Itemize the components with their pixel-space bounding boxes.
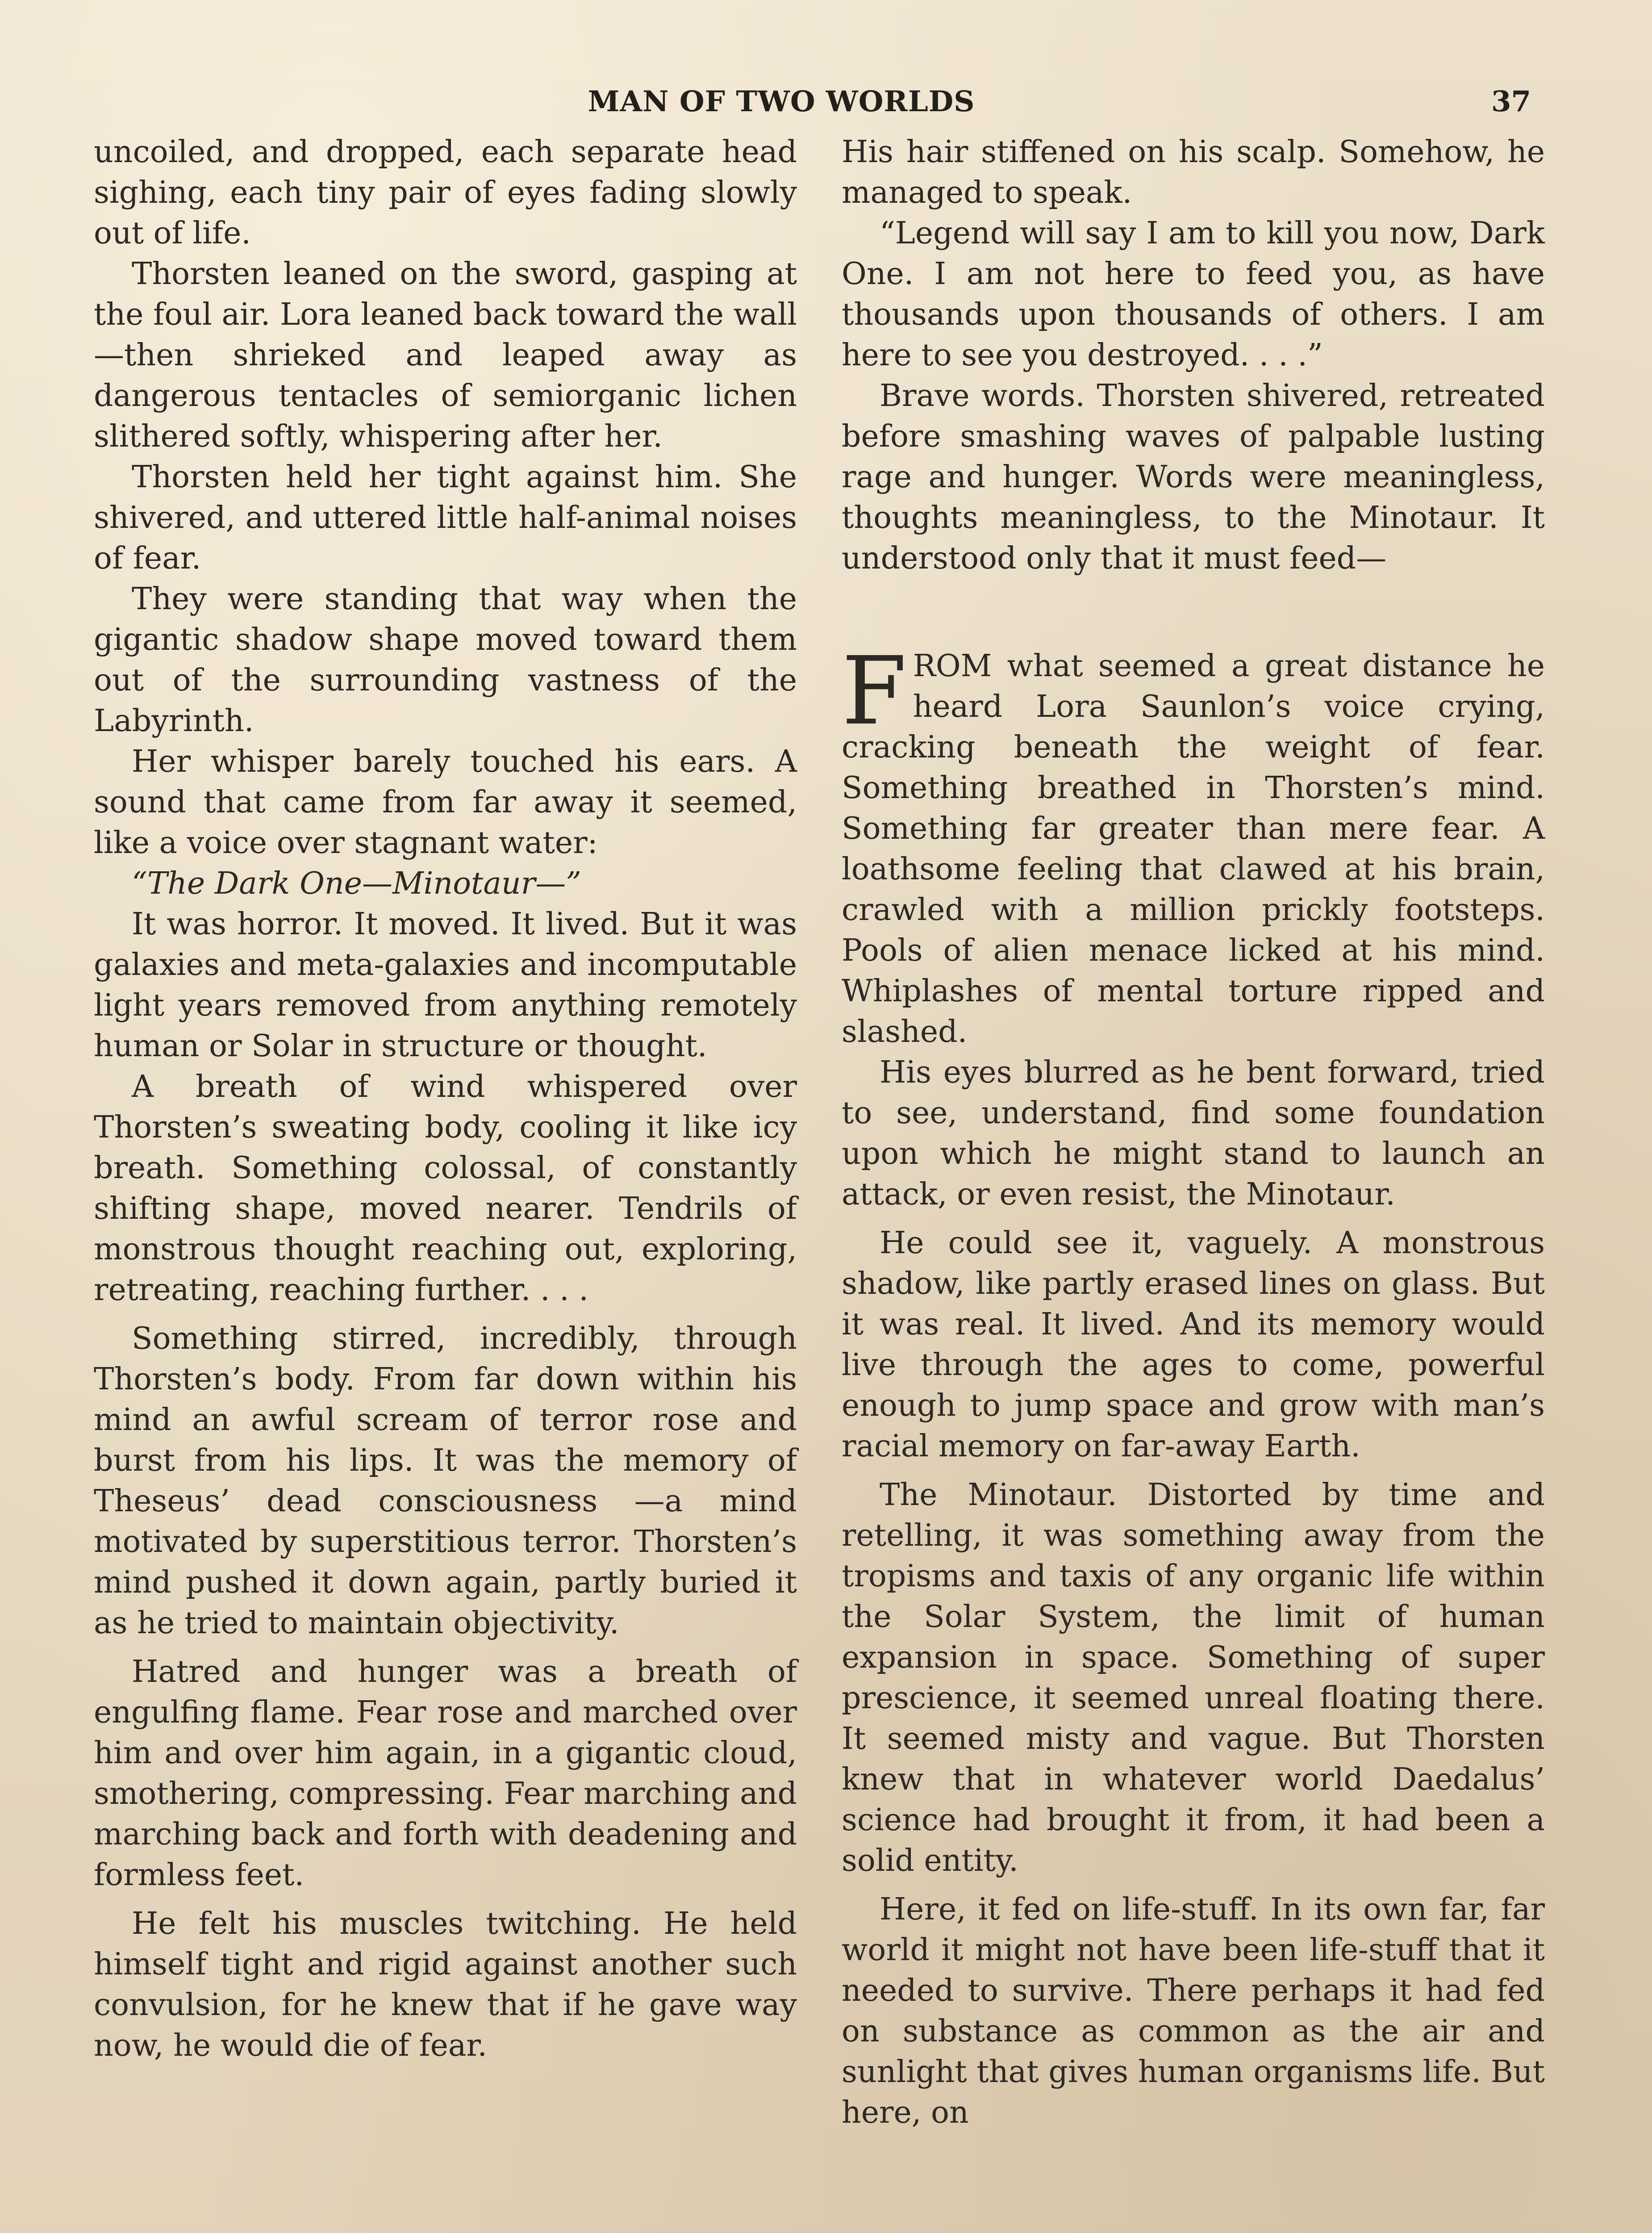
paragraph: Here, it fed on life-stuff. In its own far, far world it might not have been life-stuff that it needed to survive. There perhaps it had fed on substance as common as the air and sunlight that gives human organisms life. But here, on [842, 1892, 1545, 2130]
paragraph: “Legend will say I am to kill you now, Dark One. I am not here to feed you, as have thousands upon thousands of others. I am here to see you destroyed. . . .” [842, 216, 1545, 373]
paragraph: They were standing that way when the gigantic shadow shape moved toward them out of the surrounding vastness of the Labyrinth. [94, 581, 797, 739]
paragraph: His hair stiffened on his scalp. Somehow, he managed to speak. [842, 134, 1545, 210]
paragraph: It was horror. It moved. It lived. But it was galaxies and meta-galaxies and incomputable light years removed from anything remotely human or Solar in structure or thought. [94, 907, 797, 1064]
small-caps-lead: ROM [913, 648, 992, 684]
running-title: MAN OF TWO WORLDS [588, 85, 975, 118]
paragraph: uncoiled, and dropped, each separate head sighing, each tiny pair of eyes fading slowly out of life. [94, 134, 797, 251]
paragraph: Her whisper barely touched his ears. A sound that came from far away it seemed, like a voice over stagnant water: [94, 744, 797, 861]
paragraph: Thorsten held her tight against him. She shivered, and uttered little half-animal noises of fear. [94, 460, 797, 576]
paragraph: The Minotaur. Distorted by time and retelling, it was something away from the tropisms and taxis of any organic life within the Solar System, the limit of human expansion in space. Something of super prescience, it seemed unreal floating there. It seemed misty and vague. But Thorsten knew that in whatever world Daedalus’ science had brought it from, it had been a solid entity. [842, 1477, 1545, 1878]
paragraph: A breath of wind whispered over Thorsten’s sweating body, cooling it like icy breath. Something colossal, of constantly shifting shape, moved nearer. Tendrils of monstrous thought reaching out, exploring, retreating, reaching further. . . . [94, 1069, 797, 1308]
paragraph-text: what seemed a great distance he heard Lora Saunlon’s voice crying, cracking beneath the weight of fear. Something breathed in Thorsten’s mind. Something far greater than mere fear. A loathsome feeling that clawed at his brain, crawled with a million prickly footsteps. Pools of alien menace licked at his mind. Whiplashes of mental torture ripped and slashed. [842, 648, 1545, 1050]
left-column [94, 132, 797, 2066]
paragraph: Thorsten leaned on the sword, gasping at the foul air. Lora leaned back toward the wall—then shrieked and leaped away as dangerous tentacles of semiorganic lichen slithered softly, whispering after her. [94, 256, 797, 454]
right-column [842, 132, 1545, 2133]
paragraph: Brave words. Thorsten shivered, retreated before smashing waves of palpable lusting rage and hunger. Words were meaningless, thoughts meaningless, to the Minotaur. It understood only that it must feed— [842, 378, 1545, 576]
drop-cap: F [842, 636, 907, 746]
paragraph: He could see it, vaguely. A monstrous shadow, like partly erased lines on glass. But it was real. It lived. And its memory would live through the ages to come, powerful enough to jump space and grow with man’s racial memory on far-away Earth. [842, 1225, 1545, 1464]
section-opening-paragraph [842, 636, 1545, 1052]
paragraph: Hatred and hunger was a breath of engulfing flame. Fear rose and marched over him and over him again, in a gigantic cloud, smothering, compressing. Fear marching and marching back and forth with deadening and formless feet. [94, 1654, 797, 1893]
italic-quote: “The Dark One—Minotaur—” [132, 866, 581, 901]
paragraph: Something stirred, incredibly, through Thorsten’s body. From far down within his mind an awful scream of terror rose and burst from his lips. It was the memory of Theseus’ dead consciousness —a mind motivated by superstitious terror. Thorsten’s mind pushed it down again, partly buried it as he tried to maintain objectivity. [94, 1321, 797, 1641]
page-number: 37 [1491, 85, 1531, 118]
section-break [842, 579, 1545, 646]
page-header [0, 80, 1652, 134]
paragraph: He felt his muscles twitching. He held himself tight and rigid against another such convulsion, for he knew that if he gave way now, he would die of fear. [94, 1906, 797, 2063]
paragraph: His eyes blurred as he bent forward, tried to see, understand, find some foundation upon which he might stand to launch an attack, or even resist, the Minotaur. [842, 1055, 1545, 1212]
